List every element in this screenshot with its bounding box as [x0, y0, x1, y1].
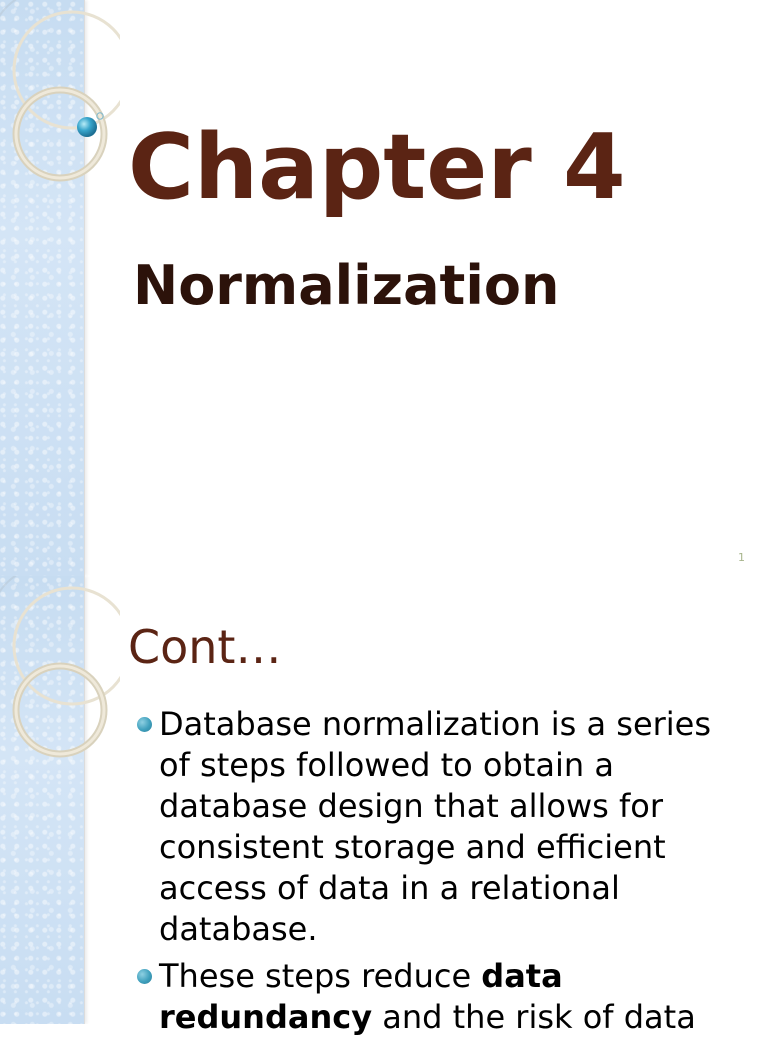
page-number: 1 [738, 551, 745, 564]
bullet-item [134, 956, 744, 1038]
bullet-text: Database normalization is a series of steps followed to obtain a database design that allows for consistent storage and efficient access of data in a relational database. [159, 705, 712, 948]
bullet-item [134, 704, 744, 950]
slide-title: Chapter 4 [128, 115, 626, 220]
ring-ornament-icon [0, 576, 120, 776]
bullet-dot-icon [137, 717, 152, 732]
bullet-text-before: These steps reduce [159, 957, 482, 995]
bullet-text-bold: data redundancy [159, 957, 563, 1036]
bubble-ornament-icon [0, 0, 120, 200]
slide-heading: Cont… [128, 620, 282, 674]
bullet-list [134, 704, 744, 1044]
bullet-dot-icon [137, 969, 152, 984]
slide-subtitle: Normalization [133, 254, 560, 317]
bullet-text-after: and the risk of data [372, 998, 696, 1036]
